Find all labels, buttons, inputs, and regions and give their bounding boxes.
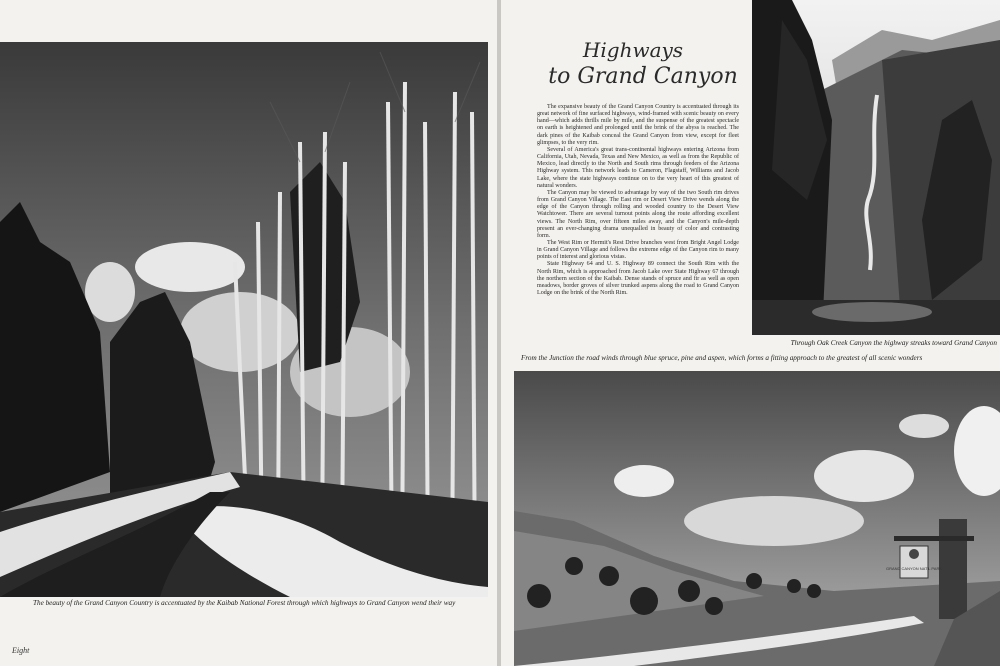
title-line-2: to Grand Canyon	[548, 64, 738, 89]
paragraph: State Highway 64 and U. S. Highway 89 connect the South Rim with the North Rim, which is approached from Jacob Lake over State Highway 67 through the northern section of the Kaibab. Dense stands of spruce and fir as well as open meadows, border groves of silver trunked aspens along the road to Grand Canyon Lodge on the brink of the North Rim.	[537, 261, 739, 297]
aspen-forest-photo	[0, 42, 488, 597]
paragraph: The expansive beauty of the Grand Canyon Country is accentuated through its great network of fine surfaced highways, wind-framed with scenic beauty on every hand—which adds thrills mile by mile, and the suspense of the greatest spectacle on earth is heightened and prolonged until the brink of the abyss is reached. The dark pines of the Kaibab conceal the Grand Canyon from view, except for fleet glimpses, to the very rim.	[537, 104, 739, 146]
paragraph: The West Rim or Hermit's Rest Drive branches west from Bright Angel Lodge in Grand Canyon Village and follows the extreme edge of the Canyon rim to many points of interest and glorious vistas.	[537, 239, 739, 261]
junction-road-photo	[514, 371, 1000, 666]
park-sign-text: GRAND CANYON NAT'L PARK	[885, 566, 943, 571]
oak-creek-canyon-photo	[752, 0, 1000, 335]
article-body	[537, 104, 739, 297]
paragraph: Several of America's great trans-continental highways entering Arizona from California, Utah, Nevada, Texas and New Mexico, as well as from the Republic of Mexico, lead directly to the North and South rims through feeders of the Arizona Highway system. This network leads to Cameron, Flagstaff, Williams and Jacob Lake, where the state highways continue on to the very heart of this greatest of natural wonders.	[537, 146, 739, 189]
paragraph: The Canyon may be viewed to advantage by way of the two South rim drives from Grand Canyon Village. The East rim or Desert View Drive wends along the edge of the Canyon through rolling and wooded country to the Desert View Watchtower. There are several turnout points along the route affording excellent views. The North Rim, over fifteen miles away, and the Canyon's mile-depth present an ever-changing drama unequalled in beauty of color and contrasting form.	[537, 189, 739, 239]
left-photo-caption: The beauty of the Grand Canyon Country is accentuated by the Kaibab National Forest through which highways to Grand Canyon wend their way	[33, 599, 456, 607]
left-page	[0, 0, 497, 666]
canyon-photo-caption: Through Oak Creek Canyon the highway streaks toward Grand Canyon	[790, 339, 997, 347]
right-page	[501, 0, 1000, 666]
title-line-1: Highways	[582, 38, 684, 62]
page-number: Eight	[12, 646, 30, 655]
junction-photo-caption: From the Junction the road winds through blue spruce, pine and aspen, which forms a fitting approach to the greatest of all scenic wonders	[521, 354, 923, 362]
article-title	[548, 38, 738, 89]
